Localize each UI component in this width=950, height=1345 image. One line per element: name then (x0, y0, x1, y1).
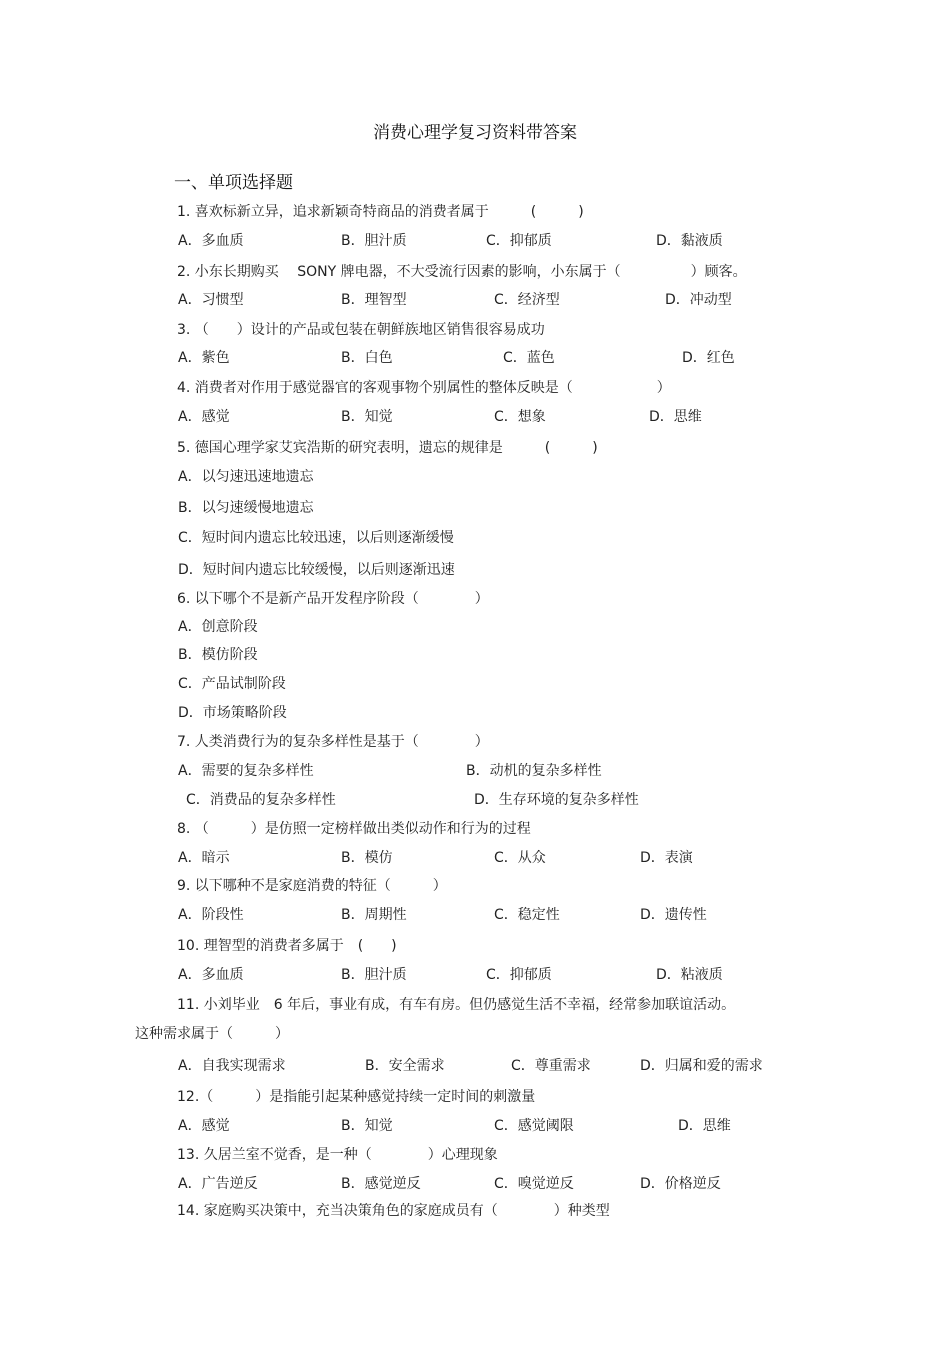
q4-option-c: C．想象 (494, 409, 546, 425)
question-4: 4. 消费者对作用于感觉器官的客观事物个别属性的整体反映是（ ） (177, 380, 671, 396)
question-1: 1. 喜欢标新立异，追求新颖奇特商品的消费者属于 ( ) (177, 204, 584, 220)
q5-option-d: D．短时间内遗忘比较缓慢，以后则逐渐迅速 (178, 562, 455, 578)
question-11: 11. 小刘毕业 6 年后，事业有成，有车有房。但仍感觉生活不幸福，经常参加联谊活动。 (177, 997, 736, 1013)
q4-option-b: B．知觉 (341, 409, 393, 425)
question-2: 2. 小东长期购买 SONY 牌电器，不大受流行因素的影响，小东属于（ ）顾客。 (177, 264, 747, 280)
q6-option-a: A．创意阶段 (178, 619, 258, 635)
q5-option-c: C．短时间内遗忘比较迅速，以后则逐渐缓慢 (178, 530, 454, 546)
question-3: 3. （ ）设计的产品或包装在朝鲜族地区销售很容易成功 (177, 322, 545, 338)
document-title: 消费心理学复习资料带答案 (373, 123, 577, 143)
q11-option-c: C．尊重需求 (511, 1058, 591, 1074)
q10-option-b: B．胆汁质 (341, 967, 407, 983)
q11-option-b: B．安全需求 (365, 1058, 445, 1074)
q3-option-d: D．红色 (682, 350, 735, 366)
q10-option-a: A．多血质 (178, 967, 244, 983)
q8-option-a: A．暗示 (178, 850, 230, 866)
q12-option-c: C．感觉阈限 (494, 1118, 574, 1134)
question-13: 13. 久居兰室不觉香，是一种（ ）心理现象 (177, 1147, 498, 1163)
q5-option-a: A．以匀速迅速地遗忘 (178, 469, 314, 485)
q11-option-a: A．自我实现需求 (178, 1058, 286, 1074)
q3-option-a: A．紫色 (178, 350, 230, 366)
q13-option-b: B．感觉逆反 (341, 1176, 421, 1192)
q7-option-c: C．消费品的复杂多样性 (186, 792, 336, 808)
q7-option-a: A．需要的复杂多样性 (178, 763, 314, 779)
q11-option-d: D．归属和爱的需求 (640, 1058, 763, 1074)
q9-option-d: D．遗传性 (640, 907, 707, 923)
question-10: 10. 理智型的消费者多属于 ( ) (177, 938, 397, 954)
q12-option-d: D．思维 (678, 1118, 731, 1134)
q6-option-d: D．市场策略阶段 (178, 705, 287, 721)
q9-option-c: C．稳定性 (494, 907, 560, 923)
q3-option-b: B．白色 (341, 350, 393, 366)
q10-option-c: C．抑郁质 (486, 967, 552, 983)
question-6: 6. 以下哪个不是新产品开发程序阶段（ ） (177, 591, 489, 607)
q8-option-d: D．表演 (640, 850, 693, 866)
q4-option-d: D．思维 (649, 409, 702, 425)
q12-option-a: A．感觉 (178, 1118, 230, 1134)
question-14: 14. 家庭购买决策中，充当决策角色的家庭成员有（ ）种类型 (177, 1203, 610, 1219)
q13-option-c: C．嗅觉逆反 (494, 1176, 574, 1192)
q7-option-d: D．生存环境的复杂多样性 (474, 792, 639, 808)
q12-option-b: B．知觉 (341, 1118, 393, 1134)
q1-option-a: A．多血质 (178, 233, 244, 249)
q5-option-b: B．以匀速缓慢地遗忘 (178, 500, 314, 516)
q8-option-c: C．从众 (494, 850, 546, 866)
q3-option-c: C．蓝色 (503, 350, 555, 366)
q1-option-b: B．胆汁质 (341, 233, 407, 249)
q13-option-a: A．广告逆反 (178, 1176, 258, 1192)
q1-option-c: C．抑郁质 (486, 233, 552, 249)
q4-option-a: A．感觉 (178, 409, 230, 425)
q6-option-c: C．产品试制阶段 (178, 676, 286, 692)
q2-option-b: B．理智型 (341, 292, 407, 308)
q7-option-b: B．动机的复杂多样性 (466, 763, 602, 779)
question-7: 7. 人类消费行为的复杂多样性是基于（ ） (177, 734, 489, 750)
q9-option-b: B．周期性 (341, 907, 407, 923)
q9-option-a: A．阶段性 (178, 907, 244, 923)
q6-option-b: B．模仿阶段 (178, 647, 258, 663)
question-9: 9. 以下哪种不是家庭消费的特征（ ） (177, 878, 447, 894)
q8-option-b: B．模仿 (341, 850, 393, 866)
question-12: 12.（ ）是指能引起某种感觉持续一定时间的刺激量 (177, 1089, 536, 1105)
question-11-continued: 这种需求属于（ ） (135, 1026, 289, 1042)
q2-option-a: A．习惯型 (178, 292, 244, 308)
q2-option-d: D．冲动型 (665, 292, 732, 308)
q1-option-d: D．黏液质 (656, 233, 723, 249)
question-8: 8. （ ）是仿照一定榜样做出类似动作和行为的过程 (177, 821, 531, 837)
q10-option-d: D．粘液质 (656, 967, 723, 983)
q13-option-d: D．价格逆反 (640, 1176, 721, 1192)
question-5: 5. 德国心理学家艾宾浩斯的研究表明，遗忘的规律是 ( ) (177, 440, 598, 456)
q2-option-c: C．经济型 (494, 292, 560, 308)
section-heading: 一、单项选择题 (174, 173, 293, 193)
